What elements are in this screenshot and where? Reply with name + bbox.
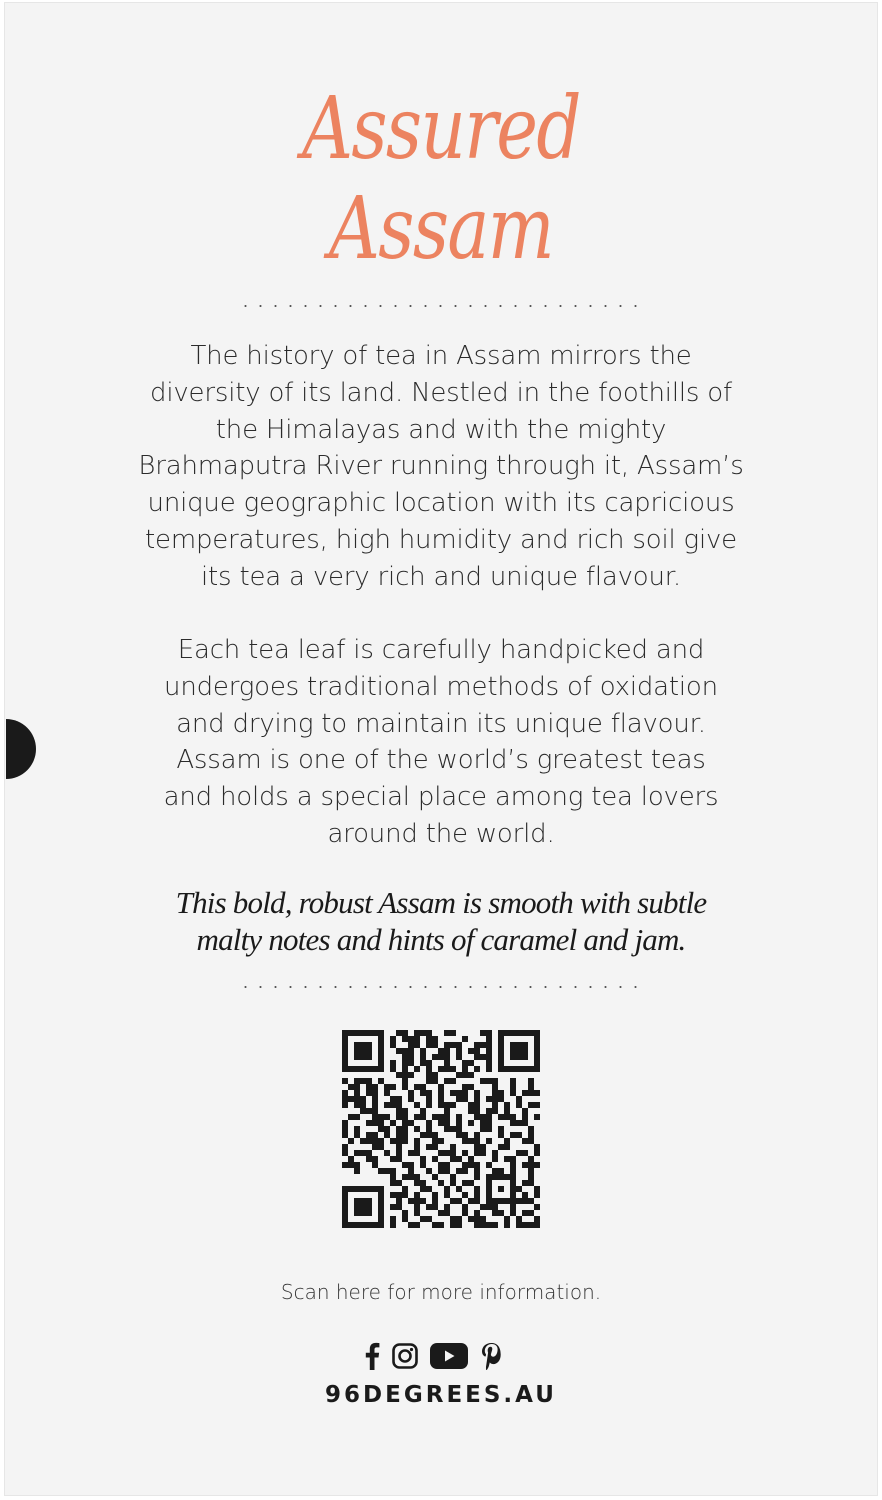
text-line: Assam is one of the world’s greatest teas	[176, 745, 706, 776]
text-line: diversity of its land. Nestled in the foothills of	[150, 377, 732, 408]
text-line: around the world.	[327, 818, 555, 849]
description-paragraph-2	[100, 632, 782, 853]
text-line: the Himalayas and with the mighty	[215, 414, 667, 445]
website-url[interactable]: 96DEGREES.AU	[325, 1382, 557, 1408]
text-line: and drying to maintain its unique flavour.	[176, 708, 706, 739]
facebook-icon[interactable]	[364, 1342, 380, 1370]
product-title-line2: Assam	[328, 179, 554, 279]
text-line: unique geographic location with its capricious	[147, 488, 735, 519]
pinterest-icon[interactable]	[480, 1342, 502, 1370]
product-title-line1: Assured	[302, 79, 580, 179]
qr-code[interactable]	[342, 1030, 540, 1228]
description-paragraph-1	[100, 338, 782, 596]
qr-code-icon	[342, 1030, 540, 1228]
tagline-line-1: This bold, robust Assam is smooth with subtle	[175, 885, 707, 920]
dotted-divider-bottom	[238, 986, 648, 988]
text-line: The history of tea in Assam mirrors the	[190, 341, 692, 371]
text-line: and holds a special place among tea lovers	[163, 782, 719, 813]
tasting-notes	[100, 884, 782, 958]
instagram-icon[interactable]	[392, 1343, 418, 1369]
dotted-divider-top	[238, 305, 648, 307]
text-line: Brahmaputra River running through it, Assam’s	[138, 451, 744, 482]
tagline-line-2: malty notes and hints of caramel and jam.	[196, 922, 686, 957]
text-line: temperatures, high humidity and rich soil give	[145, 524, 737, 555]
text-line: its tea a very rich and unique flavour.	[201, 561, 681, 592]
text-line: undergoes traditional methods of oxidation	[164, 671, 718, 702]
qr-caption: Scan here for more information.	[280, 1280, 602, 1304]
text-line: Each tea leaf is carefully handpicked and	[177, 635, 705, 665]
youtube-icon[interactable]	[430, 1343, 468, 1369]
social-icons	[364, 1342, 502, 1370]
